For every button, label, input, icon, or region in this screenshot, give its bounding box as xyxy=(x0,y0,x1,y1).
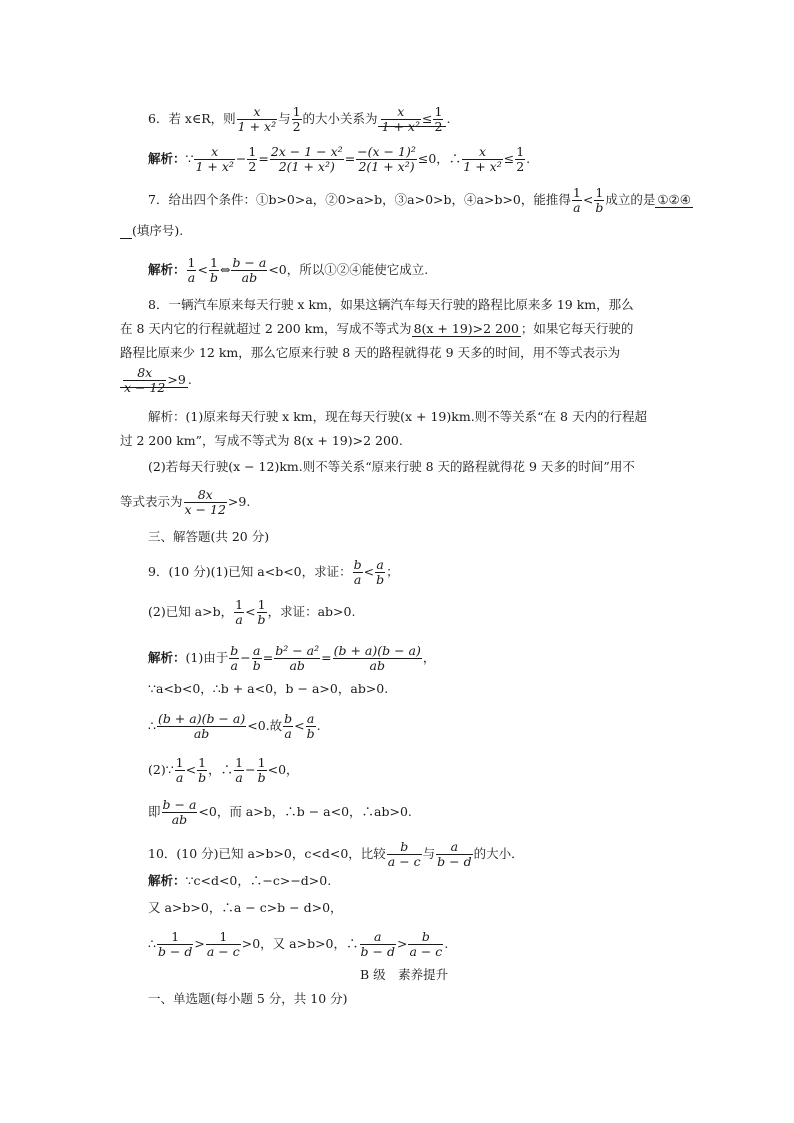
fraction-one-half: $\frac{1}{2}$ xyxy=(292,104,301,134)
level-b-heading: B 级 素养提升 xyxy=(360,967,449,982)
problem-8-line2: 在 8 天内它的行程就超过 2 200 km，写成不等式为 8(x + 19)>2 200 ；如果它每天行驶的 xyxy=(120,321,634,336)
problem-8-solution-1a: 解析：(1)原来每天行驶 x km，现在每天行驶(x + 19)km.则不等关系“在 8 天内的行程超 xyxy=(148,409,647,424)
problem-10-solution-3: ∴ $\frac{1}{b - d}$ > $\frac{1}{a - c}$ >0，又 a>b>0，∴ $\frac{a}{b - d}$ > $\frac{b}{a - c}$ . xyxy=(148,929,449,959)
problem-8-line1: 8．一辆汽车原来每天行驶 x km，如果这辆汽车每天行驶的路程比原来多 19 km，那么 xyxy=(148,297,634,312)
fraction-x-over-1-plus-x2: $\frac{x}{\text{1 + x²}}$ xyxy=(237,104,277,134)
answer-blank: ①②④ xyxy=(657,192,691,207)
problem-6-solution: 解析：∵ $\frac{x}{\text{1 + x²}}$ − $\frac{1}{2}$ = $\frac{\text{2x − 1 − x²}}{\text{2(1 + x²)}}$ = $\frac{\text{−(x − 1)²}}{\text{2(1 + x²)}}$ ≤0，∴ $\frac{x}{\text{1 + x²}}$ ≤ $\frac{1}{2}$ . xyxy=(148,144,531,174)
problem-9-solution-line2: ∵a<b<0，∴b + a<0，b − a>0，ab>0. xyxy=(148,681,389,696)
problem-10-solution-2: 又 a>b>0，∴a − c>b − d>0， xyxy=(148,900,343,915)
section-heading-3: 三、解答题(共 20 分) xyxy=(148,529,270,544)
problem-8-solution-2a: (2)若每天行驶(x − 12)km.则不等关系“原来行驶 8 天的路程就得花 9 天多的时间”用不 xyxy=(148,459,635,474)
problem-9-solution-line3: ∴ $\frac{(b + a)(b - a)}{ab}$ <0.故 $\frac{b}{a}$ < $\frac{a}{b}$ . xyxy=(148,711,321,741)
problem-10-solution-1: 解析：∵c<d<0，∴−c>−d>0. xyxy=(148,873,332,888)
problem-7-question-line1: 7．给出四个条件：①b>0>a，②0>a>b，③a>0>b，④a>b>0，能推得 $\frac{1}{a}$ < $\frac{1}{b}$ 成立的是 ①②④ xyxy=(148,185,691,215)
problem-8-answer2: $\frac{8x}{x - 12}$ >9 . xyxy=(120,366,192,395)
answer-blank: 8(x + 19)>2 200 xyxy=(413,321,519,336)
problem-9-solution-line4: (2)∵ $\frac{1}{a}$ < $\frac{1}{b}$ ，∴ $\frac{1}{a}$ − $\frac{1}{b}$ <0， xyxy=(148,755,299,785)
problem-9-solution-1: 解析：(1)由于 $\frac{b}{a}$ − $\frac{a}{b}$ = $\frac{\text{b² − a²}}{ab}$ = $\frac{(b + a)(b - a)}{ab}$ ， xyxy=(148,643,436,673)
answer-blank: $\frac{x}{\text{1 + x²}}$ ≤ $\frac{1}{2}$ xyxy=(378,111,447,127)
problem-9-q1: 9．(10 分)(1)已知 a<b<0，求证： $\frac{b}{a}$ < $\frac{a}{b}$ ； xyxy=(148,557,399,587)
problem-7-question-line2: (填序号). xyxy=(120,222,183,240)
problem-8-solution-1b: 过 2 200 km”，写成不等式为 8(x + 19)>2 200. xyxy=(120,433,403,448)
problem-7-solution: 解析： $\frac{1}{a}$ < $\frac{1}{b}$ ⇔ $\frac{b - a}{ab}$ <0，所以①②④能使它成立. xyxy=(148,255,429,285)
problem-9-q2: (2)已知 a>b， $\frac{1}{a}$ < $\frac{1}{b}$ ，求证：ab>0. xyxy=(148,597,356,627)
problem-6-question: 6．若 x∈R，则 $\frac{x}{\text{1 + x²}}$ 与 $\frac{1}{2}$ 的大小关系为 $\frac{x}{\text{1 + x²}}$ ≤ $\frac{1}{2}$ . xyxy=(148,104,451,134)
problem-10-question: 10．(10 分)已知 a>b>0，c<d<0，比较 $\frac{b}{a - c}$ 与 $\frac{a}{b - d}$ 的大小． xyxy=(148,839,524,869)
section-heading-1: 一、单选题(每小题 5 分，共 10 分) xyxy=(148,991,348,1006)
problem-8-line3: 路程比原来少 12 km，那么它原来行驶 8 天的路程就得花 9 天多的时间，用不等式表示为 xyxy=(120,345,621,360)
problem-8-solution-2b: 等式表示为 $\frac{8x}{x - 12}$ >9. xyxy=(120,487,251,517)
problem-9-solution-line5: 即 $\frac{b - a}{ab}$ <0，而 a>b，∴b − a<0，∴ab>0. xyxy=(148,797,412,827)
